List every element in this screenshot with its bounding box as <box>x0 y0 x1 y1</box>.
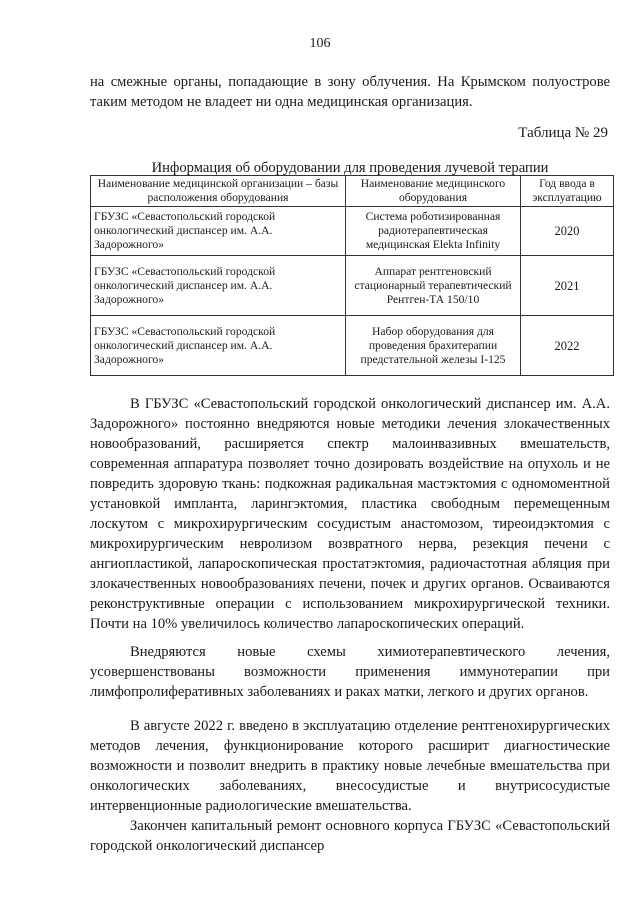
equipment-table <box>90 175 614 376</box>
cell-equipment: Система роботизированная радиотерапевтическая медицинская Elekta Infinity <box>346 207 521 256</box>
cell-org: ГБУЗС «Севастопольский городской онкологический диспансер им. А.А. Задорожного» <box>91 316 346 376</box>
body-paragraph: В августе 2022 г. введено в эксплуатацию отделение рентгенохирургических методов лечения, функционирование которого расширит диагностические возможности и позволит внедрить в практику новые лечебные вмешательства при онкологических заболеваниях, внесосудистые и внутрисосудистые интервенционные радиологические вмешательства. <box>90 718 610 814</box>
page-number: 106 <box>309 36 331 51</box>
header-year: Год ввода в эксплуатацию <box>521 176 614 207</box>
cell-org: ГБУЗС «Севастопольский городской онкологический диспансер им. А.А. Задорожного» <box>91 207 346 256</box>
header-org: Наименование медицинской организации – базы расположения оборудования <box>91 176 346 207</box>
cell-year: 2020 <box>521 207 614 256</box>
table-caption: Информация об оборудовании для проведения лучевой терапии <box>151 160 549 176</box>
cell-equipment: Набор оборудования для проведения брахитерапии предстательной железы I-125 <box>346 316 521 376</box>
header-equipment: Наименование медицинского оборудования <box>346 176 521 207</box>
body-paragraph: Внедряются новые схемы химиотерапевтического лечения, усовершенствованы возможности применения иммунотерапии при лимфопролиферативных заболеваниях и раках матки, легкого и других органов. <box>90 644 610 700</box>
table-header-row <box>91 176 614 207</box>
cell-year: 2022 <box>521 316 614 376</box>
table-number-label: Таблица № 29 <box>518 125 608 141</box>
table-row <box>91 207 614 256</box>
body-paragraph: В ГБУЗС «Севастопольский городской онкологический диспансер им. А.А. Задорожного» постоянно внедряются новые методики лечения злокачественных новообразований, расширяется спектр малоинвазивных вмешательств, современная аппаратура позволяет точно дозировать воздействие на опухоль и не повредить здоровую ткань: подкожная радикальная мастэктомия с одномоментной установкой импланта, ларингэктомия, пластика свободным перемещенным лоскутом с микрохирургическим сосудистым анастомозом, тиреоидэктомия с микрохирургическим невролизом возвратного нерва, резекция печени с ангиопластикой, лапароскопическая простатэктомия, радиочастотная абляция при злокачественных новообразованиях печени, почек и других органов. Осваиваются реконструктивные операции с использованием микрохирургической техники. Почти на 10% увеличилось количество лапароскопических операций. <box>90 396 610 632</box>
cell-org: ГБУЗС «Севастопольский городской онкологический диспансер им. А.А. Задорожного» <box>91 256 346 316</box>
cell-year: 2021 <box>521 256 614 316</box>
body-paragraph: Закончен капитальный ремонт основного корпуса ГБУЗС «Севастопольский городской онкологический диспансер <box>90 818 610 854</box>
table-row <box>91 256 614 316</box>
intro-paragraph: на смежные органы, попадающие в зону облучения. На Крымском полуострове таким методом не владеет ни одна медицинская организация. <box>90 74 610 110</box>
cell-equipment: Аппарат рентгеновский стационарный терапевтический Рентген-ТА 150/10 <box>346 256 521 316</box>
table-row <box>91 316 614 376</box>
